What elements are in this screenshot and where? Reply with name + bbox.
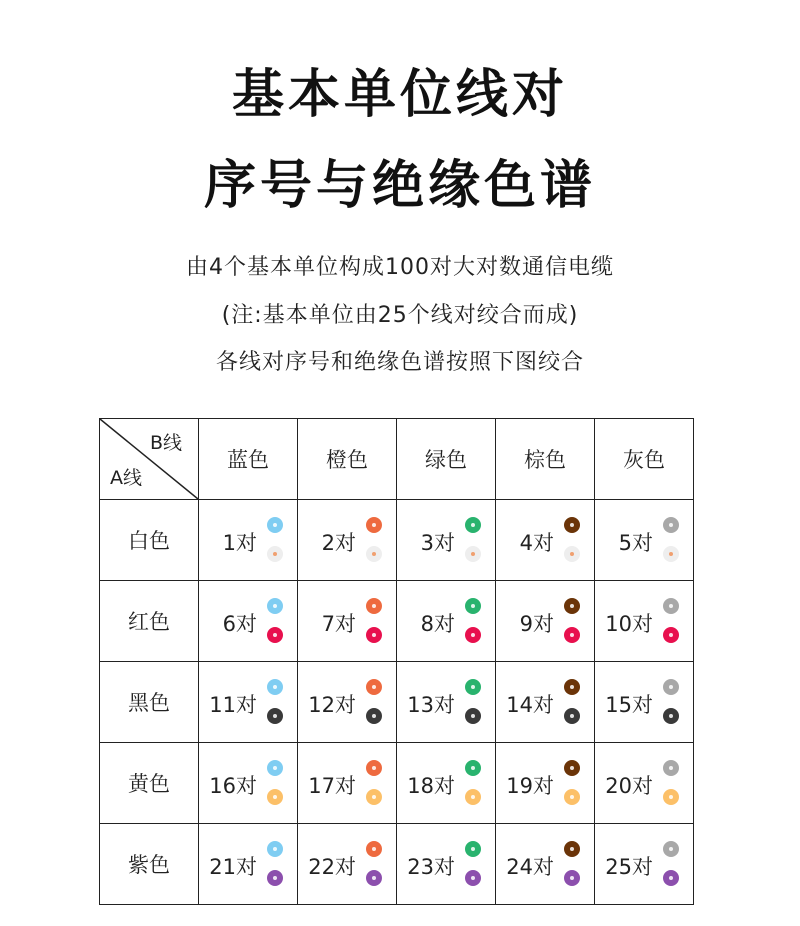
- b-wire-color-dot-icon: [663, 598, 679, 614]
- a-wire-color-dot-icon: [564, 708, 580, 724]
- col-header-green: 绿色: [397, 419, 496, 500]
- pair-cell: [199, 581, 298, 662]
- b-wire-color-dot-icon: [663, 679, 679, 695]
- pair-number: 24对: [506, 855, 554, 879]
- a-wire-color-dot-icon: [663, 627, 679, 643]
- a-wire-color-dot-icon: [267, 789, 283, 805]
- pair-cell: [397, 824, 496, 905]
- pair-number: 13对: [407, 693, 455, 717]
- title-line-1: 基本单位线对: [231, 65, 568, 125]
- pair-cell: [397, 581, 496, 662]
- pair-number: 18对: [407, 774, 455, 798]
- row-header-yellow: 黄色: [100, 743, 199, 824]
- header-row: [100, 419, 694, 500]
- pair-number: 11对: [209, 693, 257, 717]
- b-wire-color-dot-icon: [663, 760, 679, 776]
- pair-number: 8对: [420, 612, 455, 636]
- a-wire-color-dot-icon: [564, 789, 580, 805]
- pair-cell: [298, 743, 397, 824]
- col-header-gray: 灰色: [595, 419, 694, 500]
- a-wire-color-dot-icon: [663, 789, 679, 805]
- b-wire-color-dot-icon: [564, 679, 580, 695]
- b-wire-color-dot-icon: [564, 517, 580, 533]
- pair-content: [199, 824, 297, 904]
- b-wire-color-dot-icon: [465, 841, 481, 857]
- pair-cell: [199, 743, 298, 824]
- col-header-blue: 蓝色: [199, 419, 298, 500]
- a-wire-color-dot-icon: [366, 789, 382, 805]
- pair-cell: [496, 743, 595, 824]
- pair-content: [298, 824, 396, 904]
- a-wire-color-dot-icon: [465, 627, 481, 643]
- pair-number: 5对: [618, 531, 653, 555]
- pair-cell: [298, 581, 397, 662]
- a-wire-color-dot-icon: [465, 789, 481, 805]
- pair-cell: [199, 500, 298, 581]
- a-wire-color-dot-icon: [663, 708, 679, 724]
- pair-number: 3对: [420, 531, 455, 555]
- pair-cell: [397, 743, 496, 824]
- b-wire-color-dot-icon: [366, 679, 382, 695]
- a-wire-color-dot-icon: [465, 546, 481, 562]
- b-wire-color-dot-icon: [564, 598, 580, 614]
- pair-number: 25对: [605, 855, 653, 879]
- b-wire-color-dot-icon: [267, 517, 283, 533]
- a-wire-color-dot-icon: [267, 627, 283, 643]
- b-wire-color-dot-icon: [366, 760, 382, 776]
- pair-content: [595, 581, 693, 661]
- b-wire-color-dot-icon: [267, 598, 283, 614]
- pair-cell: [298, 824, 397, 905]
- subtitle-line-1: 由4个基本单位构成100对大对数通信电缆: [186, 255, 614, 280]
- pair-number: 20对: [605, 774, 653, 798]
- pair-content: [397, 500, 495, 580]
- pair-number: 19对: [506, 774, 554, 798]
- b-wire-color-dot-icon: [267, 760, 283, 776]
- pair-cell: [298, 662, 397, 743]
- b-wire-color-dot-icon: [366, 841, 382, 857]
- subtitle-line-2: (注:基本单位由25个线对绞合而成): [221, 303, 579, 328]
- pair-content: [595, 662, 693, 742]
- pair-content: [496, 743, 594, 823]
- pair-number: 22对: [308, 855, 356, 879]
- a-wire-color-dot-icon: [267, 708, 283, 724]
- a-wire-color-dot-icon: [366, 627, 382, 643]
- table-row-purple: [100, 824, 694, 905]
- pair-cell: [397, 662, 496, 743]
- pair-content: [298, 743, 396, 823]
- pair-cell: [298, 500, 397, 581]
- pair-content: [496, 581, 594, 661]
- b-wire-color-dot-icon: [465, 760, 481, 776]
- table-row-yellow: [100, 743, 694, 824]
- b-wire-color-dot-icon: [465, 598, 481, 614]
- a-wire-color-dot-icon: [366, 546, 382, 562]
- pair-cell: [595, 662, 694, 743]
- pair-cell: [595, 500, 694, 581]
- b-wire-color-dot-icon: [366, 598, 382, 614]
- pair-cell: [595, 824, 694, 905]
- a-wire-color-dot-icon: [564, 546, 580, 562]
- pair-number: 23对: [407, 855, 455, 879]
- pair-content: [298, 581, 396, 661]
- pair-content: [496, 824, 594, 904]
- a-wire-label: A线: [110, 467, 142, 489]
- pair-number: 17对: [308, 774, 356, 798]
- pair-number: 7对: [321, 612, 356, 636]
- b-wire-color-dot-icon: [564, 841, 580, 857]
- b-wire-color-dot-icon: [564, 760, 580, 776]
- color-code-table: [99, 418, 694, 905]
- a-wire-color-dot-icon: [465, 708, 481, 724]
- row-header-black: 黑色: [100, 662, 199, 743]
- pair-cell: [496, 500, 595, 581]
- col-header-brown: 棕色: [496, 419, 595, 500]
- row-header-white: 白色: [100, 500, 199, 581]
- a-wire-color-dot-icon: [366, 708, 382, 724]
- pair-content: [595, 824, 693, 904]
- pair-number: 2对: [321, 531, 356, 555]
- pair-content: [595, 500, 693, 580]
- b-wire-label: B线: [149, 432, 182, 454]
- pair-cell: [199, 824, 298, 905]
- b-wire-color-dot-icon: [366, 517, 382, 533]
- pair-content: [496, 662, 594, 742]
- pair-number: 21对: [209, 855, 257, 879]
- pair-content: [298, 662, 396, 742]
- pair-number: 4对: [519, 531, 554, 555]
- pair-cell: [496, 662, 595, 743]
- pair-content: [397, 662, 495, 742]
- pair-content: [397, 581, 495, 661]
- b-wire-color-dot-icon: [663, 841, 679, 857]
- subtitle-line-3: 各线对序号和绝缘色谱按照下图绞合: [215, 350, 584, 375]
- a-wire-color-dot-icon: [564, 627, 580, 643]
- table-body: [100, 500, 694, 905]
- pair-number: 10对: [605, 612, 653, 636]
- pair-content: [298, 500, 396, 580]
- table-row-red: [100, 581, 694, 662]
- pair-number: 14对: [506, 693, 554, 717]
- col-header-orange: 橙色: [298, 419, 397, 500]
- b-wire-color-dot-icon: [465, 679, 481, 695]
- pair-number: 15对: [605, 693, 653, 717]
- pair-number: 6对: [222, 612, 257, 636]
- pair-content: [199, 743, 297, 823]
- a-wire-color-dot-icon: [267, 870, 283, 886]
- a-wire-color-dot-icon: [663, 546, 679, 562]
- b-wire-color-dot-icon: [465, 517, 481, 533]
- pair-content: [397, 743, 495, 823]
- title-line-2: 序号与绝缘色谱: [203, 156, 596, 216]
- a-wire-color-dot-icon: [465, 870, 481, 886]
- pair-content: [496, 500, 594, 580]
- table-row-white: [100, 500, 694, 581]
- pair-cell: [397, 500, 496, 581]
- pair-cell: [199, 662, 298, 743]
- a-wire-color-dot-icon: [267, 546, 283, 562]
- b-wire-color-dot-icon: [267, 679, 283, 695]
- table-row-black: [100, 662, 694, 743]
- b-wire-color-dot-icon: [267, 841, 283, 857]
- pair-content: [199, 581, 297, 661]
- a-wire-color-dot-icon: [366, 870, 382, 886]
- pair-number: 16对: [209, 774, 257, 798]
- b-wire-color-dot-icon: [663, 517, 679, 533]
- pair-cell: [595, 743, 694, 824]
- pair-cell: [496, 824, 595, 905]
- pair-content: [199, 662, 297, 742]
- row-header-purple: 紫色: [100, 824, 199, 905]
- a-wire-color-dot-icon: [663, 870, 679, 886]
- pair-number: 9对: [519, 612, 554, 636]
- pair-content: [595, 743, 693, 823]
- pair-number: 12对: [308, 693, 356, 717]
- row-header-red: 红色: [100, 581, 199, 662]
- corner-cell: [100, 419, 199, 500]
- pair-content: [199, 500, 297, 580]
- pair-content: [397, 824, 495, 904]
- pair-cell: [595, 581, 694, 662]
- pair-cell: [496, 581, 595, 662]
- pair-number: 1对: [222, 531, 257, 555]
- a-wire-color-dot-icon: [564, 870, 580, 886]
